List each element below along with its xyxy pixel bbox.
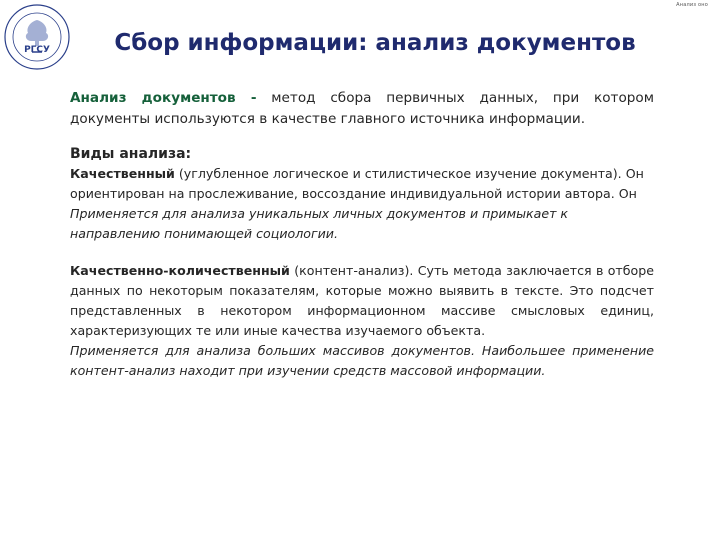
- quantitative-paragraph: [70, 261, 654, 341]
- qualitative-usage: Применяется для анализа уникальных личных документов и примыкает к направлению понимающей социологии.: [70, 206, 569, 241]
- types-heading: Виды анализа:: [70, 146, 192, 162]
- quantitative-text: (контент-анализ). Суть метода заключается в отборе данных по некоторым показателям, которые можно выявить в тексте. Это подсчет представленных в некотором информационном массиве смысловых единиц, характеризующих те или иные качества изучаемого объекта.: [70, 263, 654, 338]
- svg-text:РГСУ: РГСУ: [24, 45, 50, 55]
- quantitative-usage: Применяется для анализа больших массивов документов. Наибольшее применение контент-анализ находит при изучении средств массовой информации.: [70, 343, 654, 378]
- qualitative-text: (углубленное логическое и стилистическое изучение документа). Он ориентирован на прослеживание, воссоздание индивидуальной истории автора. Он: [70, 166, 644, 201]
- term-definition: метод сбора первичных данных, при котором документы используются в качестве главного источника информации.: [70, 90, 654, 127]
- page-title: Сбор информации: анализ документов: [114, 30, 636, 56]
- quantitative-label: Качественно-количественный: [70, 263, 290, 278]
- intro-paragraph: [70, 88, 654, 130]
- term-label: Анализ документов -: [70, 90, 257, 106]
- qualitative-paragraph: [70, 164, 654, 244]
- corner-label: Анализ оно: [676, 2, 708, 8]
- quantitative-usage-paragraph: [70, 341, 654, 381]
- qualitative-label: Качественный: [70, 166, 175, 181]
- slide-content: [70, 88, 654, 381]
